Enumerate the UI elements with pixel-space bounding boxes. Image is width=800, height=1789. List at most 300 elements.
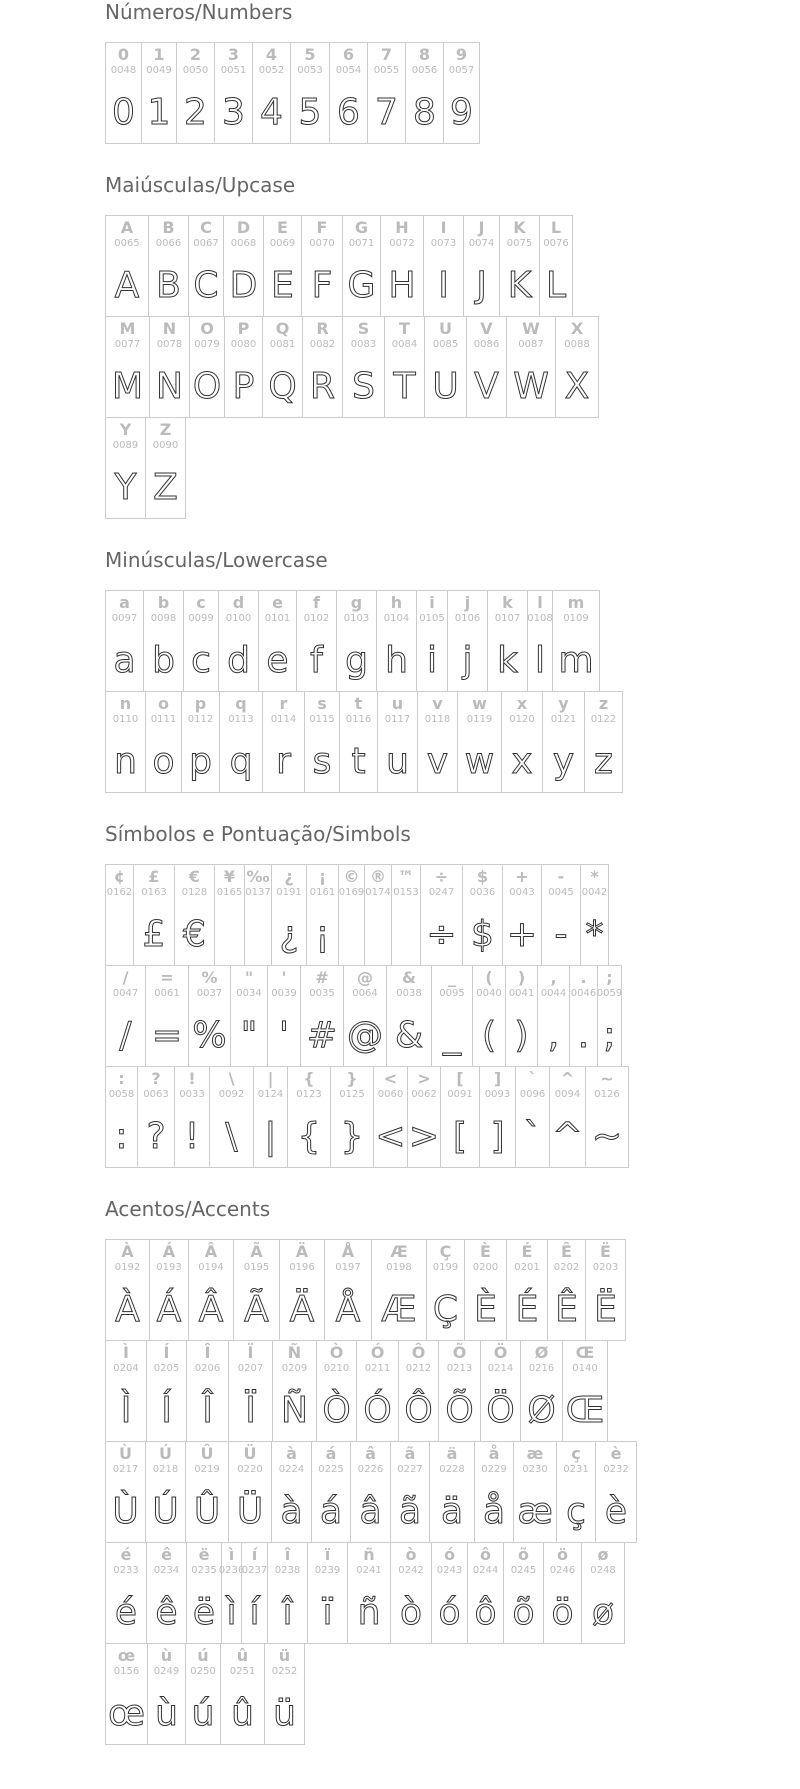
glyph-sample: ; [603, 1015, 616, 1056]
glyph-code-label: 0116 [345, 714, 372, 725]
glyph-sample: p [189, 741, 212, 782]
glyph-cell [267, 965, 301, 1067]
glyph-code-label: 0115 [309, 714, 335, 725]
glyph-code-label: 0206 [194, 1363, 221, 1374]
glyph-character-label: s [317, 694, 327, 713]
glyph-character-label: Ä [295, 1242, 309, 1261]
glyph-cell [556, 1441, 596, 1543]
glyph-code-label: 0058 [108, 1089, 135, 1100]
glyph-sample: T [393, 366, 416, 407]
glyph-code-label: 0055 [373, 65, 400, 76]
section [105, 822, 800, 1167]
glyph-character-label: u [391, 694, 404, 713]
glyph-code-label: 0162 [106, 887, 133, 898]
glyph-cell [426, 1239, 465, 1341]
glyph-code-label: 0156 [113, 1666, 140, 1677]
glyph-sample: ù [155, 1693, 178, 1734]
glyph-sample: a [113, 640, 136, 681]
glyph-code-label: 0216 [528, 1363, 555, 1374]
glyph-code-label: 0033 [179, 1089, 205, 1100]
glyph-sample: . [577, 1015, 590, 1056]
glyph-sample: 5 [298, 92, 322, 133]
glyph-sample: ä [440, 1491, 464, 1532]
glyph-sample: x [511, 741, 533, 782]
glyph-sample: Œ [565, 1390, 605, 1431]
glyph-sample: g [345, 640, 368, 681]
glyph-code-label: 0211 [364, 1363, 391, 1374]
glyph-character-label: 0 [117, 45, 130, 64]
glyph-character-label: Ï [247, 1343, 254, 1362]
glyph-sample: â [359, 1491, 382, 1532]
glyph-cell [440, 1066, 480, 1168]
glyph-code-label: 0209 [281, 1363, 308, 1374]
glyph-cell [105, 1643, 148, 1745]
glyph-code-label: 0085 [432, 339, 459, 350]
glyph-sample: ï [322, 1592, 333, 1633]
glyph-code-label: 0235 [191, 1565, 217, 1576]
glyph-code-label: 0101 [264, 613, 291, 624]
glyph-code-label: 0060 [377, 1089, 404, 1100]
glyph-cell [343, 965, 387, 1067]
glyph-cell [506, 316, 556, 418]
glyph-row [105, 215, 800, 316]
glyph-cell [186, 1340, 229, 1442]
glyph-cell [503, 1542, 544, 1644]
glyph-cell [223, 215, 264, 317]
glyph-sample: ë [192, 1592, 216, 1633]
glyph-character-label: v [432, 694, 443, 713]
glyph-character-label: © [343, 867, 360, 886]
glyph-row [105, 965, 800, 1066]
glyph-row [105, 1441, 800, 1542]
glyph-code-label: 0198 [386, 1262, 412, 1273]
glyph-character-label: ' [281, 968, 287, 987]
glyph-character-label: " [244, 968, 254, 987]
glyph-sample: P [232, 366, 255, 407]
glyph-code-label: 0217 [112, 1464, 139, 1475]
glyph-cell [228, 1441, 272, 1543]
glyph-character-label: ? [151, 1069, 161, 1088]
glyph-sample: ò [399, 1592, 423, 1633]
glyph-code-label: 0091 [447, 1089, 473, 1100]
glyph-character-label: ö [557, 1545, 568, 1564]
glyph-code-label: 0245 [510, 1565, 537, 1576]
glyph-code-label: 0212 [405, 1363, 432, 1374]
glyph-sample: 0 [112, 92, 135, 133]
glyph-character-label: B [162, 218, 175, 237]
glyph-cell [364, 864, 392, 966]
glyph-character-label: j [464, 593, 471, 612]
glyph-cell [279, 1239, 325, 1341]
glyph-sample: u [386, 741, 409, 782]
glyph-code-label: 0203 [592, 1262, 619, 1273]
glyph-cell [347, 1542, 391, 1644]
glyph-character-label: ¿ [284, 867, 294, 886]
glyph-cell [464, 1239, 507, 1341]
glyph-character-label: û [236, 1646, 249, 1665]
glyph-cell [271, 864, 307, 966]
glyph-cell [105, 1340, 147, 1442]
glyph-character-label: ú [197, 1646, 209, 1665]
glyph-sample: € [183, 914, 206, 955]
glyph-code-label: 0063 [143, 1089, 169, 1100]
glyph-cell [547, 1239, 586, 1341]
glyph-cell [505, 965, 538, 1067]
glyph-code-label: 0231 [563, 1464, 589, 1475]
glyph-row [105, 1542, 800, 1643]
glyph-code-label: 0202 [553, 1262, 580, 1273]
glyph-cell [105, 316, 150, 418]
glyph-sample: í [249, 1592, 260, 1633]
glyph-cell [338, 864, 365, 966]
glyph-cell [233, 1239, 280, 1341]
glyph-cell [373, 1066, 408, 1168]
glyph-cell [420, 864, 463, 966]
glyph-code-label: 0035 [309, 988, 335, 999]
glyph-cell [185, 1441, 229, 1543]
glyph-cell [188, 215, 224, 317]
glyph-sample: y [552, 741, 575, 782]
glyph-sample: ¡ [315, 914, 330, 955]
glyph-code-label: 0078 [156, 339, 183, 350]
glyph-cell [267, 1542, 308, 1644]
glyph-cell [376, 590, 417, 692]
glyph-cell [296, 590, 337, 692]
glyph-character-label: ; [606, 968, 613, 987]
glyph-code-label: 0096 [519, 1089, 546, 1100]
glyph-code-label: 0065 [114, 238, 140, 249]
glyph-sample: < [375, 1116, 406, 1157]
glyph-character-label: 1 [153, 45, 165, 64]
glyph-character-label: S [357, 319, 370, 338]
glyph-cell [105, 691, 146, 793]
glyph-character-label: ^ [560, 1069, 575, 1088]
glyph-character-label: K [513, 218, 526, 237]
glyph-sample: ! [184, 1116, 200, 1157]
glyph-cell [585, 1239, 626, 1341]
glyph-sample: à [280, 1491, 303, 1532]
glyph-cell [301, 215, 343, 317]
glyph-row [105, 316, 800, 417]
glyph-sample: _ [443, 1015, 461, 1056]
glyph-sample: Á [156, 1289, 182, 1330]
glyph-code-label: 0230 [522, 1464, 548, 1475]
glyph-cell [300, 965, 344, 1067]
glyph-sample: h [385, 640, 408, 681]
glyph-sample: 1 [147, 92, 171, 133]
glyph-character-label: , [550, 968, 557, 987]
glyph-character-label: Ç [439, 1242, 452, 1261]
glyph-sample: Q [268, 366, 297, 407]
glyph-character-label: æ [526, 1444, 544, 1463]
glyph-sample: Õ [445, 1390, 474, 1431]
glyph-sample: ü [273, 1693, 296, 1734]
glyph-code-label: 0214 [487, 1363, 514, 1374]
glyph-character-label: € [188, 867, 201, 886]
glyph-character-label: Á [162, 1242, 176, 1261]
glyph-code-label: 0161 [309, 887, 336, 898]
glyph-sample: + [506, 914, 538, 955]
glyph-code-label: 0213 [446, 1363, 473, 1374]
glyph-code-label: 0106 [454, 613, 481, 624]
glyph-cell [105, 1239, 150, 1341]
glyph-character-label: Ü [243, 1444, 257, 1463]
glyph-character-label: ñ [363, 1545, 375, 1564]
glyph-character-label: : [118, 1069, 125, 1088]
glyph-cell [329, 42, 368, 144]
section-title: Acentos/Accents [105, 1197, 271, 1221]
glyph-character-label: ï [324, 1545, 331, 1564]
glyph-sample: L [545, 265, 567, 306]
glyph-code-label: 0107 [494, 613, 521, 624]
glyph-code-label: 0103 [343, 613, 370, 624]
glyph-character-label: % [201, 968, 218, 987]
glyph-code-label: 0040 [476, 988, 502, 999]
glyph-cell [462, 864, 503, 966]
glyph-code-label: 0124 [257, 1089, 284, 1100]
glyph-code-label: 0111 [150, 714, 177, 725]
glyph-cell [543, 1542, 582, 1644]
glyph-character-label: Ö [493, 1343, 508, 1362]
glyph-cell [549, 1066, 586, 1168]
glyph-cell [447, 590, 488, 692]
glyph-sample: ~ [591, 1116, 623, 1157]
glyph-sample: ã [398, 1491, 422, 1532]
glyph-cell [214, 864, 245, 966]
glyph-cell [443, 42, 480, 144]
glyph-cell [342, 316, 385, 418]
glyph-sample: ç [566, 1491, 586, 1532]
glyph-code-label: 0088 [564, 339, 590, 350]
glyph-code-label: 0051 [220, 65, 247, 76]
glyph-sample: ÷ [426, 914, 457, 955]
glyph-character-label: h [390, 593, 403, 612]
glyph-cell [263, 215, 302, 317]
glyph-cell [380, 215, 424, 317]
glyph-row [105, 691, 800, 792]
glyph-cell [390, 1542, 432, 1644]
glyph-character-label: 4 [265, 45, 278, 64]
glyph-character-label: 9 [455, 45, 468, 64]
glyph-cell [147, 1643, 186, 1745]
glyph-character-label: o [158, 694, 169, 713]
glyph-cell [513, 1441, 557, 1543]
section [105, 548, 800, 792]
glyph-code-label: 0196 [289, 1262, 315, 1273]
glyph-sample: Ô [404, 1390, 433, 1431]
glyph-code-label: 0228 [439, 1464, 465, 1475]
glyph-code-label: 0041 [508, 988, 535, 999]
glyph-cell [377, 691, 418, 793]
glyph-code-label: 0210 [323, 1363, 350, 1374]
glyph-code-label: 0119 [466, 714, 493, 725]
glyph-character-label: m [567, 593, 585, 612]
glyph-sample: S [352, 366, 375, 407]
glyph-cell [258, 590, 297, 692]
glyph-code-label: 0070 [309, 238, 335, 249]
glyph-cell [185, 1643, 221, 1745]
glyph-code-label: 0117 [384, 714, 411, 725]
glyph-code-label: 0057 [448, 65, 475, 76]
section-title: Símbolos e Pontuação/Simbols [105, 822, 411, 846]
glyph-row [105, 1066, 800, 1167]
glyph-cell [287, 1066, 331, 1168]
glyph-character-label: Ì [123, 1343, 129, 1362]
glyph-character-label: Ë [600, 1242, 611, 1261]
glyph-code-label: 0086 [473, 339, 500, 350]
glyph-character-label: ô [480, 1545, 491, 1564]
glyph-cell [146, 1542, 187, 1644]
glyph-character-label: ë [198, 1545, 210, 1564]
glyph-code-label: 0229 [481, 1464, 507, 1475]
glyph-character-label: Ã [250, 1242, 263, 1261]
glyph-cell [141, 42, 177, 144]
glyph-code-label: 0199 [432, 1262, 459, 1273]
glyph-code-label: 0059 [596, 988, 623, 999]
glyph-character-label: è [610, 1444, 622, 1463]
glyph-sample: Æ [381, 1289, 417, 1330]
glyph-sample: > [408, 1116, 440, 1157]
glyph-cell [330, 1066, 374, 1168]
glyph-character-label: ã [404, 1444, 416, 1463]
glyph-code-label: 0053 [297, 65, 323, 76]
glyph-character-label: ü [278, 1646, 291, 1665]
glyph-character-label: I [440, 218, 447, 237]
glyph-cell [290, 42, 330, 144]
glyph-cell [371, 1239, 427, 1341]
glyph-character-label: d [232, 593, 245, 612]
glyph-sample: F [311, 265, 333, 306]
glyph-code-label: 0043 [509, 887, 535, 898]
glyph-cell [133, 864, 175, 966]
glyph-code-label: 0238 [274, 1565, 301, 1576]
glyph-character-label: T [399, 319, 410, 338]
glyph-character-label: ] [493, 1069, 502, 1088]
glyph-sample: s [312, 741, 332, 782]
glyph-sample: ] [490, 1116, 505, 1157]
glyph-sample: 7 [375, 92, 398, 133]
glyph-sample: - [554, 914, 568, 955]
glyph-character-label: Â [204, 1242, 218, 1261]
glyph-sample: æ [517, 1491, 553, 1532]
glyph-cell [555, 316, 599, 418]
glyph-character-label: 8 [418, 45, 431, 64]
glyph-cell [105, 1066, 138, 1168]
glyph-sample: m [558, 640, 594, 681]
glyph-cell [218, 590, 259, 692]
glyph-sample: È [474, 1289, 497, 1330]
glyph-cell [405, 42, 444, 144]
glyph-cell [311, 1441, 351, 1543]
section-title: Números/Numbers [105, 0, 293, 24]
glyph-code-label: 0054 [335, 65, 362, 76]
glyph-row [105, 864, 800, 965]
glyph-sample: B [156, 265, 181, 306]
glyph-character-label: É [521, 1242, 533, 1261]
glyph-sample: 4 [260, 92, 283, 133]
glyph-code-label: 0232 [603, 1464, 629, 1475]
glyph-code-label: 0121 [550, 714, 577, 725]
glyph-row [105, 1239, 800, 1340]
glyph-code-label: 0087 [518, 339, 544, 350]
glyph-code-label: 0108 [527, 613, 553, 624]
glyph-code-label: 0113 [228, 714, 254, 725]
glyph-cell [148, 215, 189, 317]
glyph-cell [145, 965, 189, 1067]
glyph-cell [431, 965, 473, 1067]
glyph-character-label: P [237, 319, 250, 338]
glyph-character-label: Å [341, 1242, 355, 1261]
glyph-character-label: ) [517, 968, 526, 987]
glyph-code-label: 0201 [514, 1262, 540, 1273]
glyph-character-label: Ó [370, 1343, 385, 1362]
glyph-code-label: 0073 [430, 238, 457, 249]
glyph-sample: A [114, 265, 140, 306]
glyph-cell [244, 864, 272, 966]
glyph-sample: ? [146, 1116, 166, 1157]
glyph-cell [105, 1441, 146, 1543]
glyph-cell [230, 965, 268, 1067]
glyph-sample: ô [474, 1592, 497, 1633]
glyph-cell [105, 42, 142, 144]
glyph-code-label: 0165 [216, 887, 243, 898]
glyph-character-label: 3 [227, 45, 240, 64]
glyph-sample: Å [335, 1289, 361, 1330]
glyph-character-label: g [350, 593, 363, 612]
glyph-cell [316, 1340, 357, 1442]
glyph-code-label: 0098 [150, 613, 177, 624]
glyph-code-label: 0099 [188, 613, 214, 624]
glyph-character-label: i [429, 593, 435, 612]
glyph-character-label: ì [228, 1545, 235, 1564]
glyph-cell [105, 215, 149, 317]
glyph-code-label: 0140 [572, 1363, 598, 1374]
glyph-cell [189, 316, 225, 418]
glyph-sample: 8 [413, 92, 436, 133]
glyph-cell [386, 965, 432, 1067]
glyph-cell [541, 864, 581, 966]
glyph-character-label: W [522, 319, 540, 338]
glyph-sample: ( [481, 1015, 497, 1056]
glyph-sample: I [438, 265, 449, 306]
glyph-sample: Ç [432, 1289, 459, 1330]
glyph-character-label: R [316, 319, 329, 338]
glyph-code-label: 0118 [424, 714, 451, 725]
glyph-code-label: 0110 [112, 714, 139, 725]
glyph-character-label: é [120, 1545, 132, 1564]
glyph-cell [597, 965, 622, 1067]
glyph-character-label: 7 [380, 45, 393, 64]
glyph-cell [149, 316, 190, 418]
glyph-code-label: 0237 [241, 1565, 268, 1576]
glyph-cell [580, 864, 609, 966]
glyph-code-label: 0200 [472, 1262, 499, 1273]
glyph-code-label: 0153 [393, 887, 419, 898]
glyph-sample: Y [114, 467, 137, 508]
glyph-sample: % [192, 1015, 227, 1056]
glyph-sample: v [426, 741, 449, 782]
glyph-character-label: _ [448, 968, 456, 987]
glyph-cell [302, 316, 343, 418]
glyph-cell [241, 1542, 268, 1644]
glyph-sample: c [191, 640, 211, 681]
glyph-code-label: 0034 [236, 988, 262, 999]
glyph-character-label: Æ [390, 1242, 408, 1261]
glyph-code-label: 0126 [594, 1089, 620, 1100]
glyph-code-label: 0083 [350, 339, 377, 350]
glyph-character-label: ç [571, 1444, 581, 1463]
glyph-sample: l [534, 640, 545, 681]
